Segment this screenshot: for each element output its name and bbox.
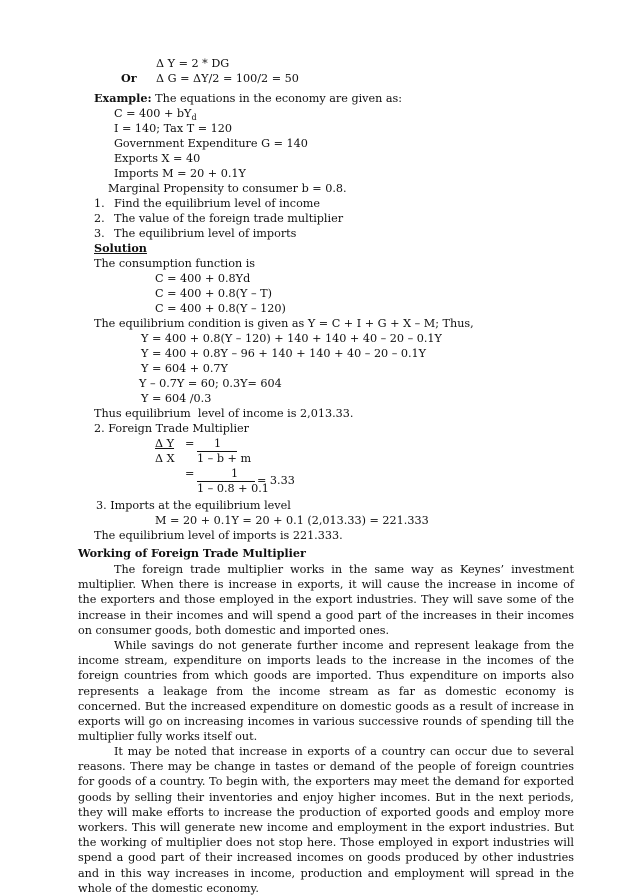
paragraph-1 (78, 562, 574, 638)
solution-heading: Solution (94, 241, 147, 255)
fraction-1-numerator: Δ Y (155, 437, 175, 450)
question-3-num: 3. (94, 227, 105, 240)
equilibrium-line-5: Y = 604 /0.3 (141, 392, 212, 405)
paragraph-3 (78, 744, 574, 896)
imports-result: The equilibrium level of imports is 221.333. (94, 529, 343, 542)
paragraph-text: While savings do not generate further income and represent leakage from the income stream, expenditure on imports leads to the increase in the incomes of the foreign countries from which goods are imported. Thus expenditure on imports also represents a leakage from the income stream as far as domestic economy is concerned. But the increased expenditure on domestic goods as a result of increase in exports will go on increasing incomes in various successive rounds of spending till the multiplier fully works itself out. (78, 639, 574, 744)
imports-heading: 3. Imports at the equilibrium level (96, 499, 291, 512)
example-line (94, 92, 402, 105)
fraction-1-denominator: Δ X (155, 452, 175, 465)
example-text: The equations in the economy are given as: (151, 92, 403, 105)
consumption-intro: The consumption function is (94, 257, 256, 270)
equilibrium-line-4: Y – 0.7Y = 60; 0.3Y= 604 (139, 377, 282, 390)
consumption-line-1: C = 400 + 0.8Yd (155, 272, 251, 285)
equilibrium-line-1: Y = 400 + 0.8(Y – 120) + 140 + 140 + 40 – 20 – 0.1Y (141, 332, 442, 345)
multiplier-heading: 2. Foreign Trade Multiplier (94, 422, 250, 435)
fraction-3-denominator: 1 – 0.8 + 0.1 (197, 482, 269, 495)
equation-exports: Exports X = 40 (114, 152, 201, 165)
fraction-2-denominator: 1 – b + m (197, 452, 252, 465)
intro-line-1: Δ Y = 2 * DG (156, 57, 230, 70)
fraction-3-numerator: 1 (231, 467, 239, 480)
equation-investment-tax: I = 140; Tax T = 120 (114, 122, 233, 135)
fraction-2-numerator: 1 (214, 437, 222, 450)
equilibrium-line-2: Y = 400 + 0.8Y – 96 + 140 + 140 + 40 – 20 – 0.1Y (141, 347, 427, 360)
intro-line-2: Δ G = ΔY/2 = 100/2 = 50 (156, 72, 299, 85)
question-1-num: 1. (94, 197, 105, 210)
question-2-num: 2. (94, 212, 105, 225)
or-label: Or (121, 71, 137, 85)
imports-line: M = 20 + 0.1Y = 20 + 0.1 (2,013.33) = 221.333 (155, 514, 429, 527)
equals-sign-1: = (185, 437, 195, 450)
equation-text: C = 400 + bY (114, 107, 192, 120)
paragraph-2 (78, 638, 574, 744)
fraction-3-result: = 3.33 (257, 474, 295, 487)
question-1-text: Find the equilibrium level of income (114, 197, 321, 210)
equilibrium-intro: The equilibrium condition is given as Y = C + I + G + X – M; Thus, (94, 317, 474, 330)
example-label: Example: (94, 91, 152, 105)
paragraph-text: It may be noted that increase in exports of a country can occur due to several reasons. There may be change in tastes or demand of the people of foreign countries for goods of a country. To begin with, the exporters may meet the demand for exported goods by selling their inventories and enjoy higher incomes. But in the next periods, they will make efforts to increase the production of exported goods and employ more workers. This will generate new income and employment in the export industries. But the working of multiplier does not stop here. Those employed in export industries will spend a good part of their increased incomes on goods produced by other industries and in this way increases in income, production and employment will spread in the whole of the domestic economy. (78, 745, 574, 895)
subscript: d (191, 113, 197, 123)
equation-mpc: Marginal Propensity to consumer b = 0.8. (108, 182, 347, 195)
equilibrium-line-3: Y = 604 + 0.7Y (141, 362, 228, 375)
section-heading: Working of Foreign Trade Multiplier (78, 546, 306, 560)
equals-sign-2: = (185, 467, 195, 480)
question-3-text: The equilibrium level of imports (114, 227, 297, 240)
consumption-line-3: C = 400 + 0.8(Y – 120) (155, 302, 286, 315)
income-result: Thus equilibrium level of income is 2,013.33. (94, 407, 354, 420)
paragraph-text: The foreign trade multiplier works in the same way as Keynes’ investment multiplier. When there is increase in exports, it will cause the increase in income of the exporters and those employed in the export industries. They will save some of the increase in their incomes and will spend a good part of the increases in their incomes on consumer goods, both domestic and imported ones. (78, 563, 574, 637)
equation-imports: Imports M = 20 + 0.1Y (114, 167, 246, 180)
equation-government: Government Expenditure G = 140 (114, 137, 308, 150)
question-2-text: The value of the foreign trade multiplier (114, 212, 344, 225)
consumption-line-2: C = 400 + 0.8(Y – T) (155, 287, 272, 300)
